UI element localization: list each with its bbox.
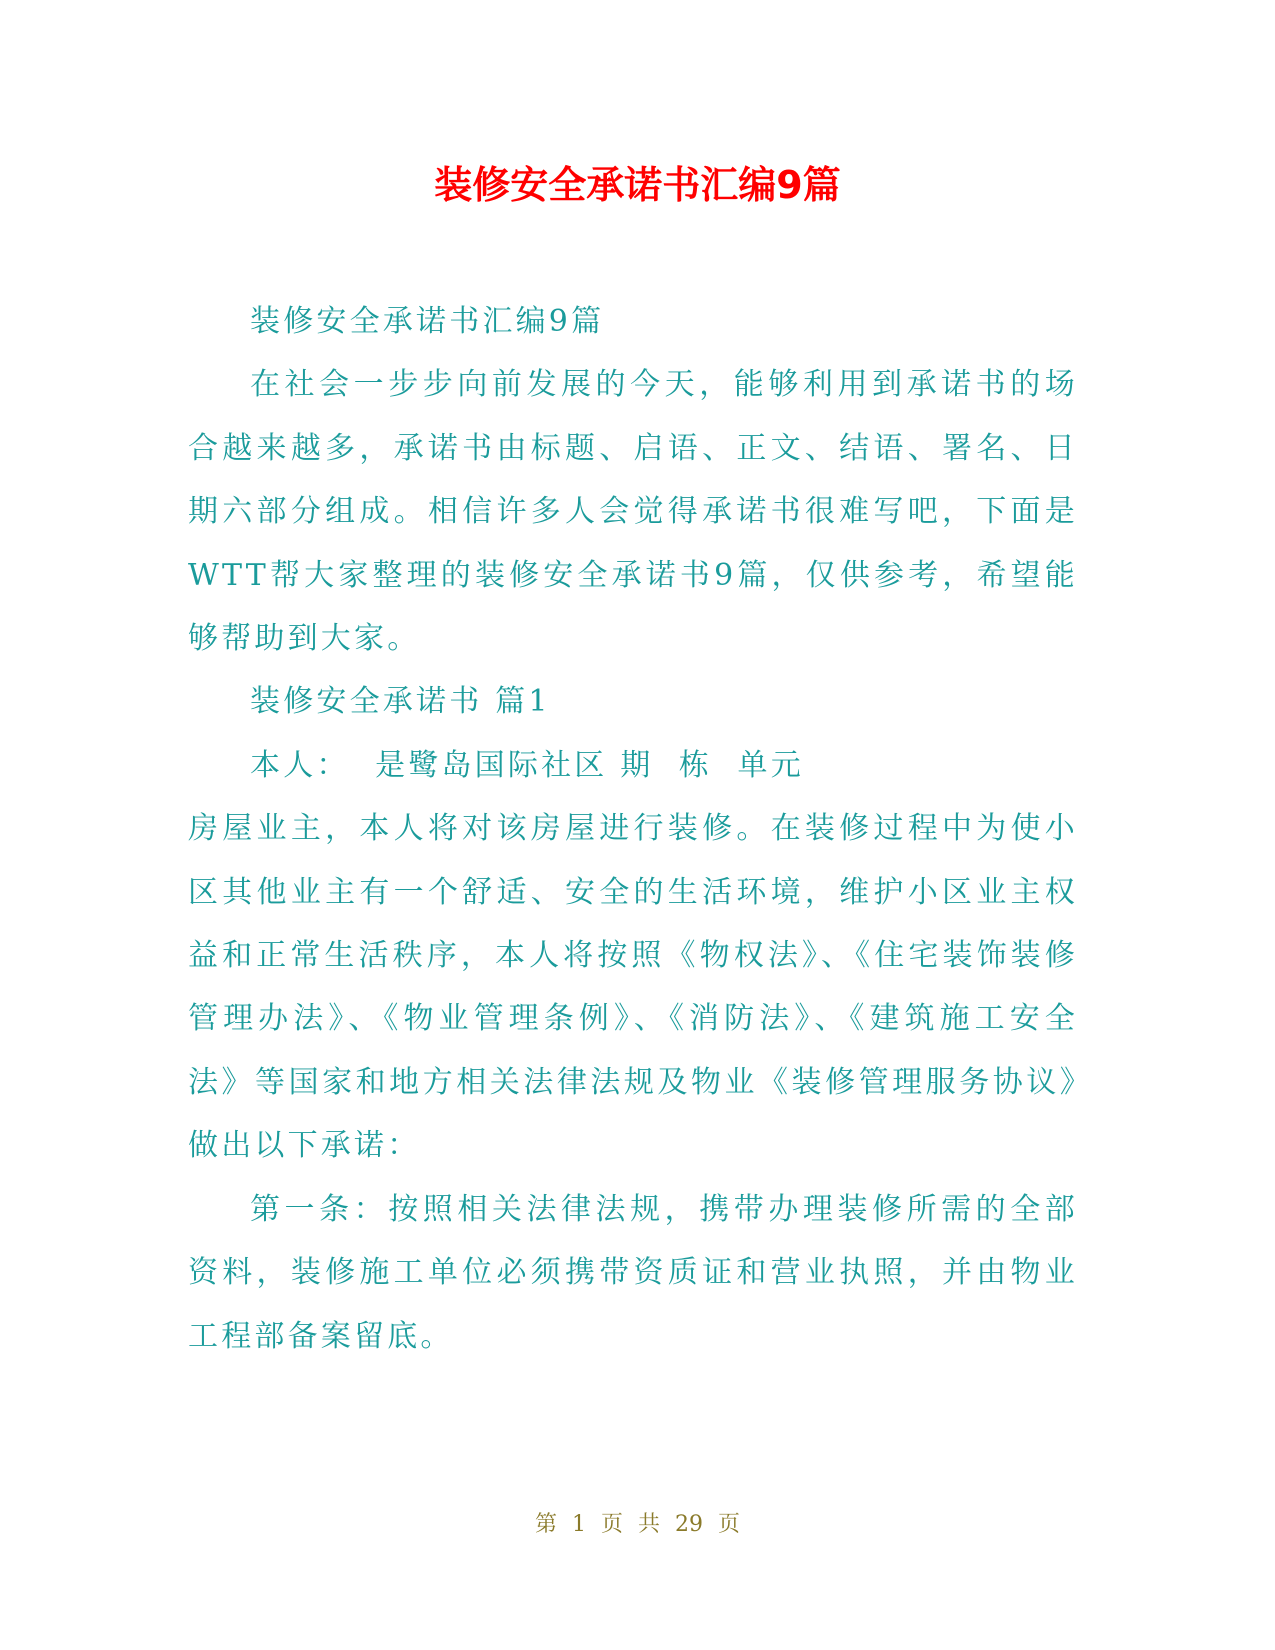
- paragraph-heading: 装修安全承诺书汇编9篇: [250, 304, 605, 339]
- document-body: [188, 290, 1078, 1368]
- paragraph-article-one: 第一条：按照相关法律法规，携带办理装修所需的全部资料，装修施工单位必须携带资质证和营业执照，并由物业工程部备案留底。: [188, 1191, 1078, 1354]
- paragraph-commitment: 房屋业主，本人将对该房屋进行装修。在装修过程中为使小区其他业主有一个舒适、安全的生活环境，维护小区业主权益和正常生活秩序，本人将按照《物权法》、《住宅装饰装修管理办法》、《物业管理条例》、《消防法》、《建筑施工安全法》等国家和地方相关法律法规及物业《装修管理服务协议》做出以下承诺：: [188, 811, 1078, 1164]
- page-number-footer: 第 1 页 共 29 页: [535, 1512, 740, 1537]
- paragraph-owner-line: 本人： 是鹭岛国际社区 期 栋 单元: [250, 747, 804, 783]
- paragraph-section-title: 装修安全承诺书 篇1: [250, 684, 551, 720]
- paragraph-intro: 在社会一步步向前发展的今天，能够利用到承诺书的场合越来越多，承诺书由标题、启语、正文、结语、署名、日期六部分组成。相信许多人会觉得承诺书很难写吧，下面是WTT帮大家整理的装修安全承诺书9篇，仅供参考，希望能够帮助到大家。: [188, 367, 1078, 657]
- document-title: 装修安全承诺书汇编9篇: [434, 163, 841, 207]
